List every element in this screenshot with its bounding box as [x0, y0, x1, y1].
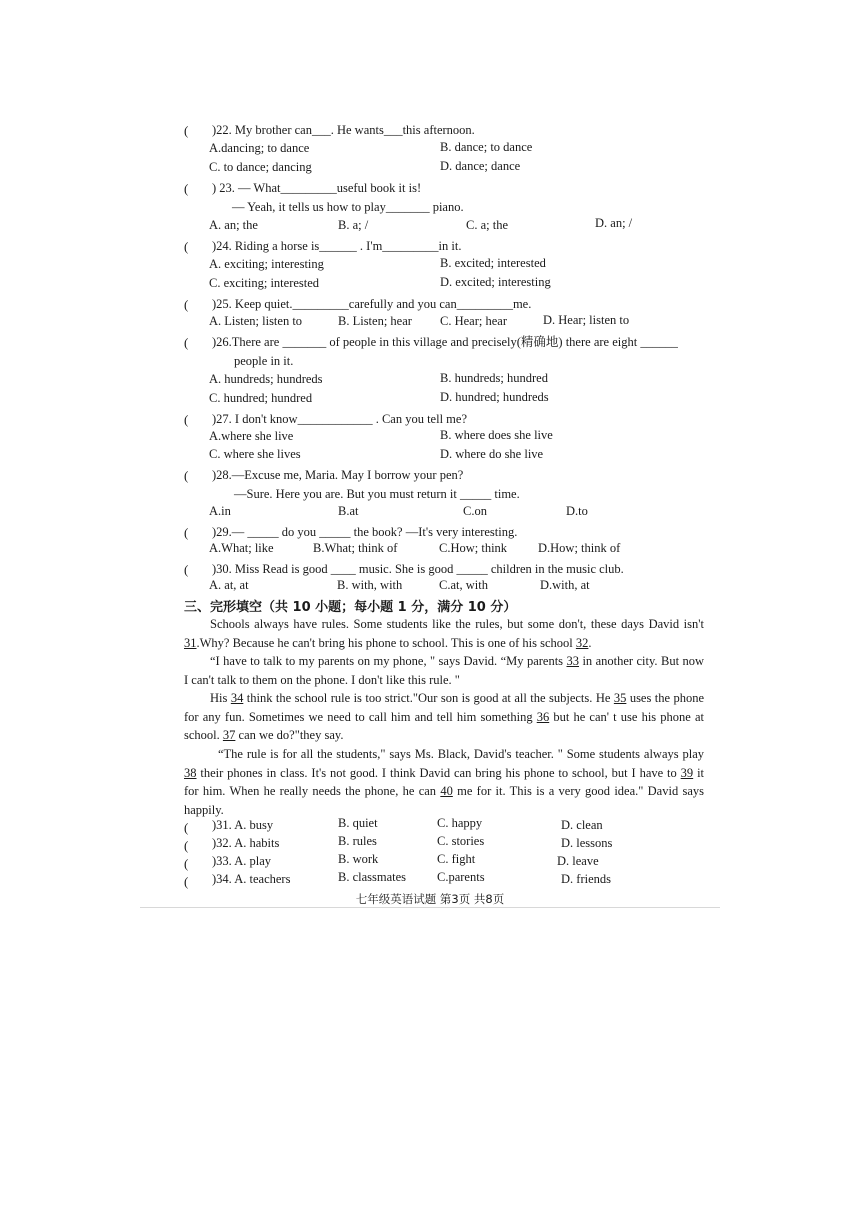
q30-option-b: B. with, with — [337, 578, 403, 592]
answer-paren: ( — [184, 412, 189, 427]
q23-option-b: B. a; / — [338, 218, 369, 232]
q34-option-b: B. classmates — [338, 870, 407, 884]
q31-option-a: )31. A. busy — [212, 818, 274, 832]
q22-option-a: A.dancing; to dance — [209, 141, 310, 155]
blank-34: 34 — [230, 691, 244, 705]
passage-text: their phones in class. It's not good. I think David can bring his phone to school, but I have to — [200, 765, 677, 780]
answer-paren: ( — [184, 297, 189, 312]
section-title: 三、完形填空（共 10 小题；每小题 1 分，满分 10 分） — [184, 600, 517, 615]
passage-text: .Why? Because he can't bring his phone to school. This is one of his school — [196, 635, 573, 650]
page-footer: 七年级英语试题 第3页 共8页 — [355, 892, 505, 906]
q26-option-d: D. hundred; hundreds — [440, 390, 549, 404]
blank-32: 32 — [575, 635, 589, 650]
question-23-stem-line2: — Yeah, it tells us how to play_______ piano. — [232, 200, 464, 214]
answer-paren: ( — [184, 856, 189, 871]
blank-40: 40 — [440, 784, 453, 798]
question-23-stem: ) 23. — What_________useful book it is! — [212, 181, 422, 195]
passage-paragraph-4 — [184, 745, 704, 819]
q27-option-a: A.where she live — [209, 429, 294, 443]
passage-text: “I have to talk to my parents on my phone, " says David. “My parents — [210, 654, 564, 668]
passage-text: it for him. When he really needs the phone, he can — [184, 765, 705, 798]
q27-option-b: B. where does she live — [440, 428, 553, 442]
q32-option-c: C. stories — [437, 834, 485, 848]
q29-option-d: D.How; think of — [538, 541, 621, 555]
passage-text: think the school rule is too strict."Our son is good at all the subjects. He — [246, 691, 611, 705]
q22-option-b: B. dance; to dance — [440, 140, 533, 154]
q28-option-c: C.on — [463, 504, 487, 518]
question-29-stem: )29.— _____ do you _____ the book? —It's very interesting. — [212, 525, 518, 539]
q28-option-b: B.at — [338, 504, 359, 518]
q33-option-a: )33. A. play — [212, 854, 272, 868]
blank-39: 39 — [680, 765, 694, 780]
passage-paragraph-3 — [184, 689, 704, 745]
blank-33: 33 — [566, 654, 579, 668]
q32-option-a: )32. A. habits — [212, 836, 280, 850]
passage-text: but he can' t use his phone at school. — [184, 709, 704, 742]
blank-38: 38 — [184, 765, 197, 780]
q24-option-d: D. excited; interesting — [440, 275, 551, 289]
q31-option-c: C. happy — [437, 816, 483, 830]
blank-36: 36 — [536, 709, 550, 724]
q23-option-c: C. a; the — [466, 218, 509, 232]
q26-option-a: A. hundreds; hundreds — [209, 372, 323, 386]
passage-text: “The rule is for all the students," says Ms. Black, David's teacher. " Some students always play — [218, 747, 704, 761]
q32-option-d: D. lessons — [561, 836, 613, 850]
q24-option-b: B. excited; interested — [440, 256, 546, 270]
passage-text: . — [588, 635, 592, 650]
question-24-stem: )24. Riding a horse is______ . I'm_________in it. — [212, 239, 462, 253]
question-28-stem-line2: —Sure. Here you are. But you must return it _____ time. — [234, 487, 520, 501]
question-28-stem: )28.—Excuse me, Maria. May I borrow your pen? — [212, 468, 464, 482]
q33-option-d: D. leave — [557, 854, 599, 868]
q28-option-a: A.in — [209, 504, 231, 518]
question-22-stem: )22. My brother can___. He wants___this afternoon. — [212, 123, 475, 137]
answer-paren: ( — [184, 181, 189, 196]
q33-option-c: C. fight — [437, 852, 476, 866]
q30-option-c: C.at, with — [439, 578, 488, 592]
passage-text: Schools always have rules. Some students like the rules, but some don't, these days David isn't — [210, 617, 704, 631]
passage-text: in another city. But now I can't talk to them on the phone. I don't like this rule. " — [184, 654, 705, 687]
q29-option-a: A.What; like — [209, 541, 274, 555]
question-30-stem: )30. Miss Read is good ____ music. She is good _____ children in the music club. — [212, 562, 624, 576]
passage-text: His — [210, 691, 228, 705]
q32-option-b: B. rules — [338, 834, 377, 848]
answer-paren: ( — [184, 239, 189, 254]
q23-option-d: D. an; / — [595, 216, 633, 230]
passage-paragraph-1 — [184, 615, 704, 652]
q28-option-d: D.to — [566, 504, 588, 518]
answer-paren: ( — [184, 123, 189, 138]
blank-31: 31 — [184, 635, 197, 650]
q31-option-d: D. clean — [561, 818, 603, 832]
q25-option-c: C. Hear; hear — [440, 314, 507, 328]
q26-option-b: B. hundreds; hundred — [440, 371, 548, 385]
q34-option-a: )34. A. teachers — [212, 872, 291, 886]
q30-option-d: D.with, at — [540, 578, 590, 592]
q34-option-c: C.parents — [437, 870, 485, 884]
q25-option-a: A. Listen; listen to — [209, 314, 303, 328]
question-25-stem: )25. Keep quiet._________carefully and you can_________me. — [212, 297, 532, 311]
q31-option-b: B. quiet — [338, 816, 378, 830]
blank-35: 35 — [613, 691, 627, 705]
passage-paragraph-2 — [184, 652, 704, 689]
question-26-stem: )26.There are _______ of people in this village and precisely(精确地) there are eight ______ — [212, 335, 678, 349]
question-26-stem-line2: people in it. — [234, 354, 294, 368]
answer-paren: ( — [184, 468, 189, 483]
q27-option-d: D. where do she live — [440, 447, 544, 461]
question-27-stem: )27. I don't know____________ . Can you tell me? — [212, 412, 467, 426]
q25-option-b: B. Listen; hear — [338, 314, 412, 328]
answer-paren: ( — [184, 820, 189, 835]
answer-paren: ( — [184, 838, 189, 853]
scan-edge — [140, 907, 720, 908]
passage-text: can we do?"they say. — [238, 728, 344, 742]
q22-option-d: D. dance; dance — [440, 159, 521, 173]
answer-paren: ( — [184, 562, 189, 577]
q27-option-c: C. where she lives — [209, 447, 301, 461]
answer-paren: ( — [184, 525, 189, 540]
passage-text: uses the phone for any fun. Sometimes we need to call him and tell him something — [184, 691, 705, 724]
q29-option-b: B.What; think of — [313, 541, 398, 555]
q29-option-c: C.How; think — [439, 541, 508, 555]
q34-option-d: D. friends — [561, 872, 611, 886]
q30-option-a: A. at, at — [209, 578, 249, 592]
q25-option-d: D. Hear; listen to — [543, 313, 630, 327]
answer-paren: ( — [184, 874, 189, 889]
q26-option-c: C. hundred; hundred — [209, 391, 313, 405]
answer-paren: ( — [184, 335, 189, 350]
blank-37: 37 — [222, 728, 236, 742]
q22-option-c: C. to dance; dancing — [209, 160, 312, 174]
q24-option-c: C. exciting; interested — [209, 276, 320, 290]
q33-option-b: B. work — [338, 852, 379, 866]
q24-option-a: A. exciting; interesting — [209, 257, 324, 271]
passage-text: me for it. This is a very good idea." David says happily. — [184, 784, 704, 817]
q23-option-a: A. an; the — [209, 218, 258, 232]
